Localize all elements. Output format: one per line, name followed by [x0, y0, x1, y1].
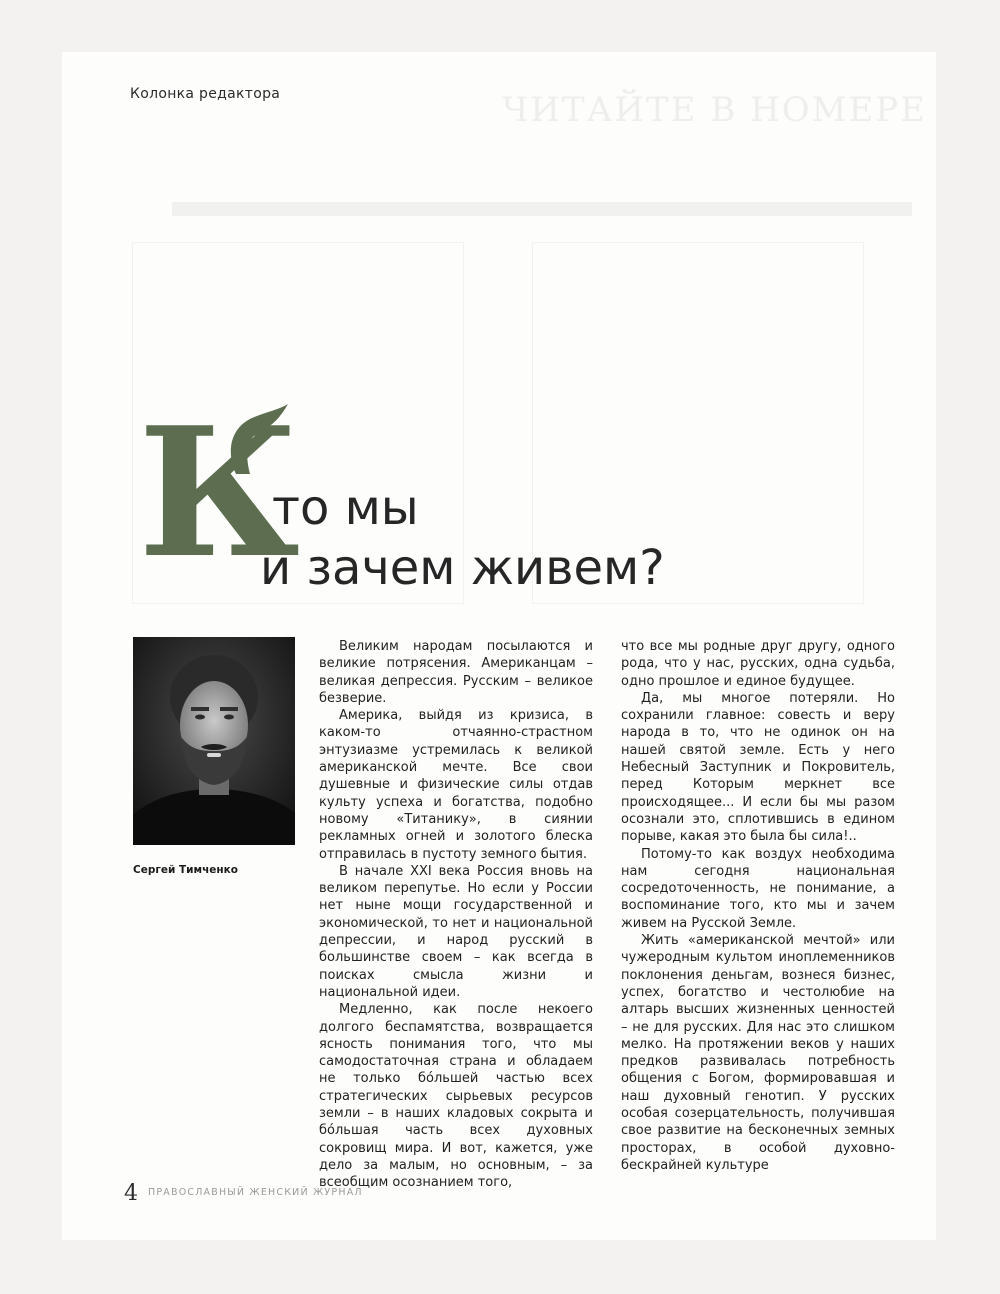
author-photo	[133, 637, 295, 845]
magazine-title: ПРАВОСЛАВНЫЙ ЖЕНСКИЙ ЖУРНАЛ	[148, 1187, 363, 1198]
show-through-rule	[172, 202, 912, 216]
article-column-1	[319, 638, 593, 1192]
title-line-1: то мы	[272, 480, 419, 536]
page-number: 4	[124, 1181, 138, 1206]
article-column-2	[621, 638, 895, 1174]
paragraph: что все мы родные друг другу, одного рода, что у нас, русских, одна судьба, одно прошлое и единое будущее.	[621, 639, 895, 689]
paragraph: Медленно, как после некоего долгого беспамятства, возвращается ясность понимания того, что мы самодостаточная страна и обладаем не только бо́льшей частью всех стратегических сырьевых ресурсов земли – в наших кладовых сокрыта и бо́льшая часть всех духовных сокровищ мира. И вот, кажется, уже дело за малым, но основным, – за всеобщим осознанием того,	[319, 1002, 593, 1191]
paragraph: Жить «американской мечтой» или чужеродным культом иноплеменников поклонения деньгам, вознеся бизнес, успех, богатство и честолюбие на алтарь высших жизненных ценностей – не для русских. Для нас это слишком мелко. На протяжении веков у наших предков развивалась потребность общения с Богом, формировавшая и наш духовный генотип. У русских особая созерцательность, получившая свое развитие на бесконечных земных просторах, в особой духовно-бескрайней культуре	[621, 933, 895, 1173]
magazine-page	[62, 52, 936, 1240]
author-portrait-illustration	[133, 637, 295, 845]
paragraph: В начале XXI века Россия вновь на великом перепутье. Но если у России нет ныне мощи государственной и экономической, то нет и национальной депрессии, и народ русский в большинстве своем – как всегда в поисках смысла жизни и национальной идеи.	[319, 863, 593, 1000]
title-line-2: и зачем живем?	[260, 540, 665, 596]
title-initial: К	[138, 388, 300, 597]
photo-caption: Сергей Тимченко	[133, 864, 238, 876]
section-label: Колонка редактора	[130, 86, 281, 102]
paragraph: Америка, выйдя из кризиса, в каком-то отчаянно-страстном энтузиазме устремилась к великой американской мечте. Все свои душевные и физические силы отдав культу успеха и богатства, подобно новому «Титанику», в сиянии рекламных огней и золотого блеска отправилась в пустоту земного бытия.	[319, 708, 593, 862]
initial-flourish-ornament	[222, 404, 290, 474]
show-through-heading: ЧИТАЙТЕ В НОМЕРЕ	[502, 90, 927, 130]
paragraph: Великим народам посылаются и великие потрясения. Американцам – великая депрессия. Русским – великое безверие.	[319, 639, 593, 706]
paragraph: Потому-то как воздух необходима нам сегодня национальная сосредоточенность, не понимание, а воспоминание того, кто мы и зачем живем на Русской Земле.	[621, 846, 895, 931]
paragraph: Да, мы многое потеряли. Но сохранили главное: совесть и веру народа в то, что не одинок он на нашей святой земле. Есть у него Небесный Заступник и Покровитель, перед Которым меркнет все происходящее... И если бы мы разом осознали это, сплотившись в едином порыве, какая это была бы сила!..	[621, 690, 895, 845]
